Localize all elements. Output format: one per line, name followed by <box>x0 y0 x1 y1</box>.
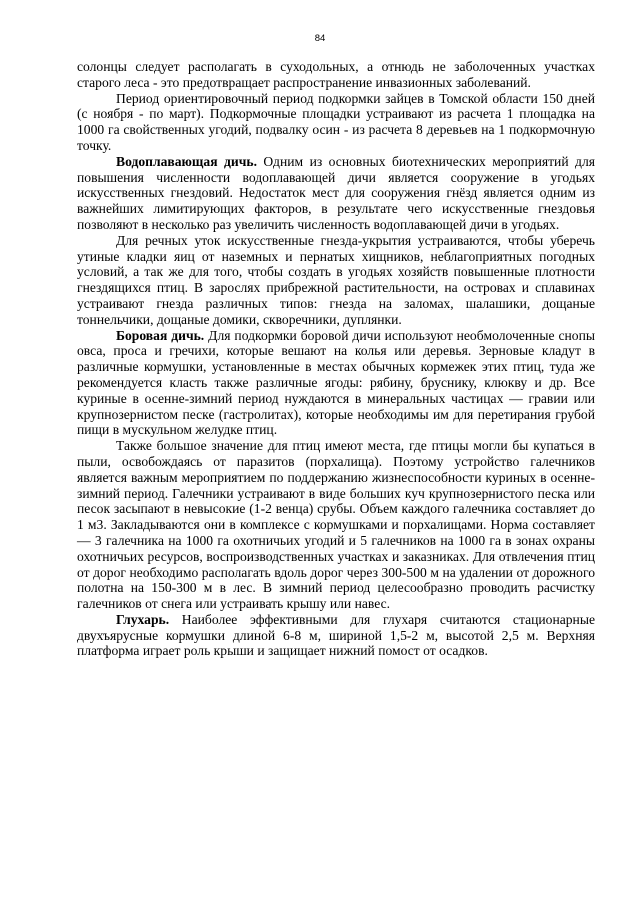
paragraph-7-text: Наиболее эффективными для глухаря считаются стационарные двухъярусные кормушки длиной 6-8 м, шириной 1,5-2 м, высотой 2,5 м. Верхняя платформа играет роль крыши и защищает нижний помост от осадков. <box>77 611 595 659</box>
paragraph-5-text: Для подкормки боровой дичи используют необмолоченные снопы овса, проса и гречихи, которые вешают на колья или деревья. Зерновые кладут в различные кормушки, установленные в местах обычных кормежек этих птиц, туда же рекомендуется класть также различные ягоды: рябину, бруснику, клюкву и др. Все куриные в осенне-зимний период нуждаются в минеральных частицах — гравии или крупнозернистом песке (гастролитах), которые необходимы им для перетирания грубой пищи в мускульном желудке птиц. <box>77 327 596 438</box>
paragraph-4 <box>77 233 595 328</box>
paragraph-2 <box>77 91 595 154</box>
paragraph-3-text: Одним из основных биотехнических мероприятий для повышения численности водоплавающей дичи является сооружение в угодьях искусственных гнездовий. Недостаток мест для сооружения гнёзд является одним из важнейших лимитирующих факторов, в результате чего искусственные гнездовья позволяют в несколько раз увеличить численность водоплавающей дичи в угодьях. <box>77 153 595 232</box>
paragraph-3 <box>77 154 595 233</box>
page-number: 84 <box>314 33 326 44</box>
paragraph-4-text: Для речных уток искусственные гнезда-укрытия устраиваются, чтобы уберечь утиные кладки яиц от наземных и пернатых хищников, неблагоприятных погодных условий, а так же для того, чтобы создать в угодьях хозяйств повышенные плотности гнездящихся птиц. В зарослях прибрежной растительности, на островах и сплавинах устраивают гнезда различных типов: гнезда на заломах, шалашики, дощаные тоннельчики, дощаные домики, скворечники, дуплянки. <box>77 232 595 327</box>
paragraph-2-text: Период ориентировочный период подкормки зайцев в Томской области 150 дней (с ноября - по март). Подкормочные площадки устраивают из расчета 1 площадка на 1000 га свойственных угодий, подвалку осин - из расчета 8 деревьев на 1 подкормочную точку. <box>77 90 595 153</box>
paragraph-7 <box>77 612 595 659</box>
paragraph-5 <box>77 328 595 439</box>
paragraph-1-text: солонцы следует располагать в суходольных, а отнюдь не заболоченных участках старого леса - это предотвращает распространение инвазионных заболеваний. <box>77 59 595 90</box>
document-body <box>77 59 595 659</box>
section-heading-capercaillie: Глухарь. <box>116 611 170 627</box>
paragraph-1 <box>77 59 595 91</box>
section-heading-forest-game: Боровая дичь. <box>116 327 205 343</box>
paragraph-6-text: Также большое значение для птиц имеют места, где птицы могли бы купаться в пыли, освобождаясь от паразитов (порхалища). Поэтому устройство галечников является важным мероприятием по поддержанию жизнеспособности куриных в осенне-зимний период. Галечники устраивают в виде больших куч крупнозернистого песка или песок засыпают в невысокие (1-2 венца) срубы. Объем каждого галечника составляет до 1 м3. Закладываются они в комплексе с кормушками и порхалищами. Норма составляет — 3 галечника на 1000 га охотничьих угодий и 5 галечников на 1000 га в зонах охраны охотничьих ресурсов, воспроизводственных участках и заказниках. Для отвлечения птиц от дорог необходимо располагать вдоль дорог через 300-500 м на удалении от дорожного полотна на 150-300 м в лес. В зимний период целесообразно проводить расчистку галечников от снега или устраивать крышу или навес. <box>77 438 595 612</box>
paragraph-6 <box>77 438 595 612</box>
section-heading-waterfowl: Водоплавающая дичь. <box>116 153 257 169</box>
